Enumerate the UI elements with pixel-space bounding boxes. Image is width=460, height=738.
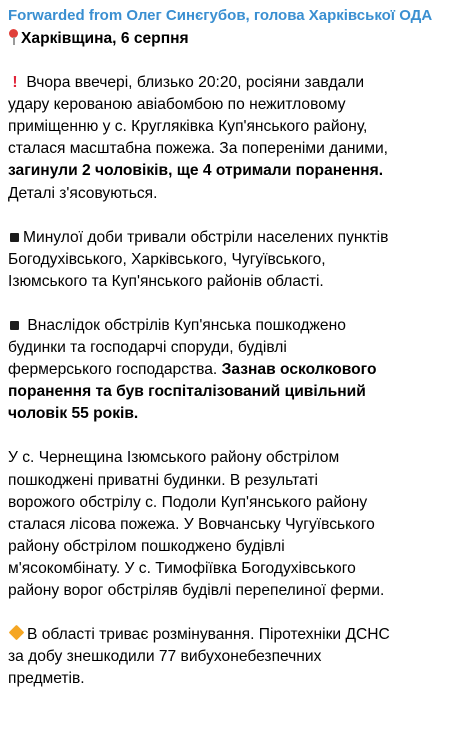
text-line: Ізюмського та Куп'янського районів області. [8, 272, 324, 290]
round-pushpin-icon [8, 29, 19, 45]
red-exclamation-icon: ! [12, 74, 18, 92]
paragraph-shelling [8, 227, 452, 293]
message-header [8, 28, 452, 50]
text-line: району обстрілом пошкоджено будівлі [8, 537, 285, 555]
text-line: предметів. [8, 670, 85, 688]
text-line: будинки та господарчі споруди, будівлі [8, 339, 287, 357]
black-square-icon [10, 233, 19, 242]
paragraph-demining [8, 624, 452, 690]
paragraph-gap [8, 293, 452, 315]
text-line: сталася масштабна пожежа. За попереніми даними, [8, 140, 389, 158]
text-line: району ворог обстріляв будівлі перепелиної ферми. [8, 581, 385, 599]
text-line: Минулої доби тривали обстріли населених пунктів [23, 228, 389, 246]
text-line: Богодухівського, Харківського, Чугуївського, [8, 250, 326, 268]
injury-text: чоловік 55 років. [8, 405, 139, 423]
text-line: У с. Чернещина Ізюмського району обстрілом [8, 449, 340, 467]
paragraph-airstrike [8, 72, 452, 205]
text-line: пошкоджені приватні будинки. В результаті [8, 471, 318, 489]
text-line: Деталі з'ясовуються. [8, 184, 158, 202]
injury-text: поранення та був госпіталізований цивільний [8, 383, 366, 401]
forwarded-from-link[interactable]: Forwarded from Олег Синєгубов, голова Харківської ОДА [8, 7, 433, 24]
black-square-icon [10, 321, 19, 330]
text-line: фермерського господарства. [8, 361, 222, 379]
text-line: Внаслідок обстрілів Куп'янська пошкоджено [27, 316, 346, 334]
casualties-text: загинули 2 чоловіків, ще 4 отримали поранення. [8, 162, 384, 180]
orange-diamond-icon [9, 625, 25, 641]
text-line: сталася лісова пожежа. У Вовчанську Чугуївського [8, 515, 375, 533]
paragraph-villages [8, 447, 452, 602]
paragraph-kupiansk [8, 315, 452, 425]
text-line: приміщенню у с. Кругляківка Куп'янського району, [8, 118, 368, 136]
paragraph-gap [8, 602, 452, 624]
paragraph-gap [8, 205, 452, 227]
injury-text: Зазнав осколкового [221, 361, 377, 379]
paragraph-gap [8, 425, 452, 447]
text-line: В області триває розмінування. Піротехніки ДСНС [27, 626, 390, 644]
text-line: м'ясокомбінату. У с. Тимофіївка Богодухівського [8, 559, 356, 577]
header-location: Харківщина, 6 серпня [21, 30, 189, 47]
text-line: Вчора ввечері, близько 20:20, росіяни завдали [26, 74, 365, 92]
text-line: ворожого обстрілу с. Подоли Куп'янського району [8, 493, 368, 511]
text-line: за добу знешкодили 77 вибухонебезпечних [8, 648, 322, 666]
paragraph-gap [8, 50, 452, 72]
text-line: удару керованою авіабомбою по нежитловому [8, 96, 346, 114]
